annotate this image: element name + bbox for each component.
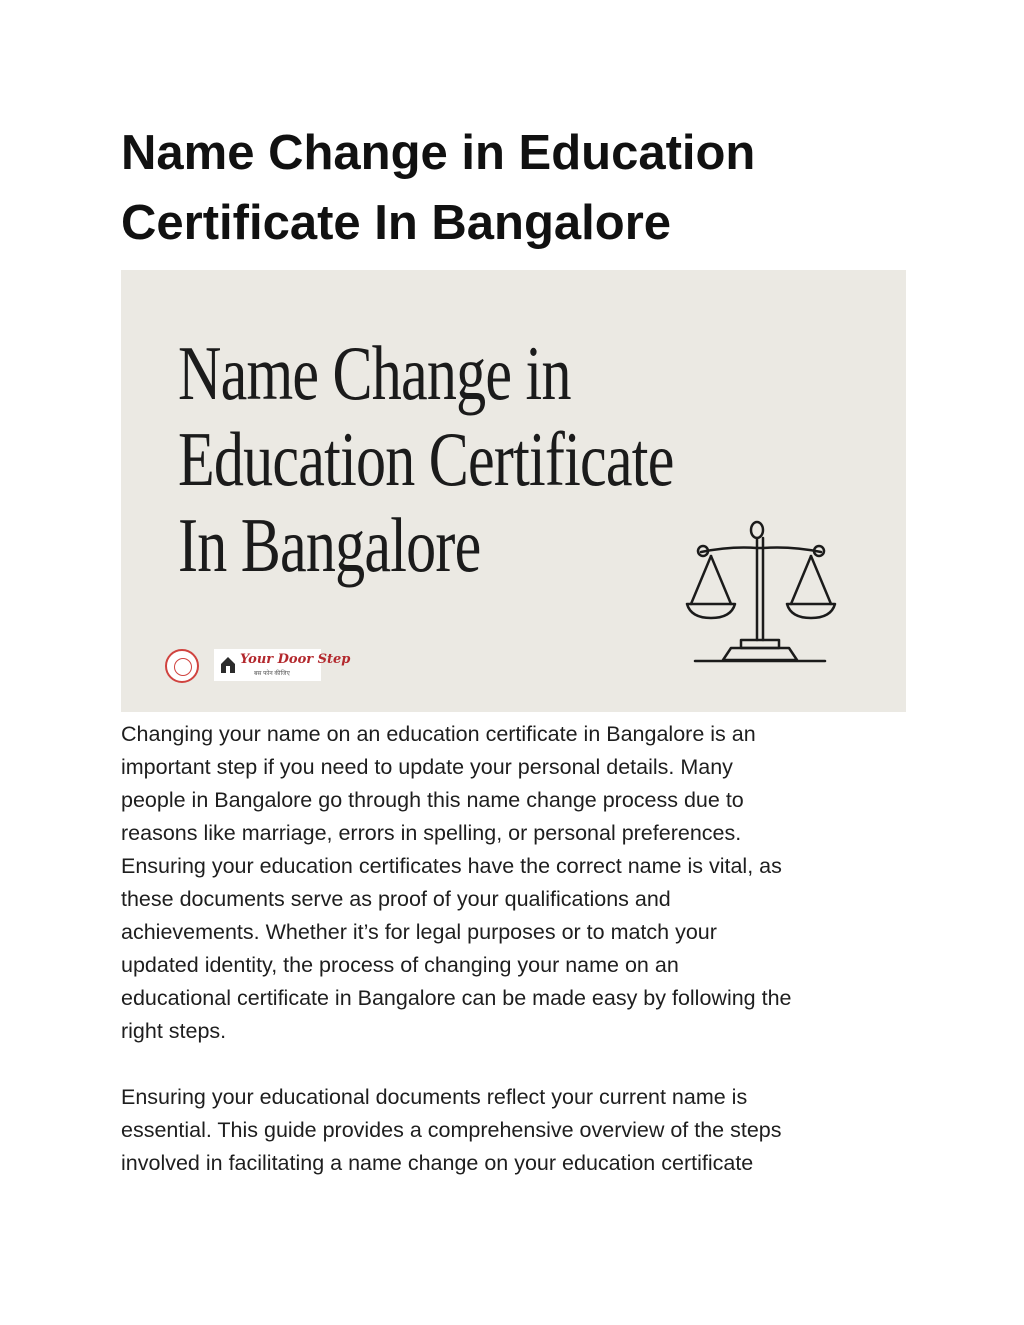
paragraph-line: right steps. [121,1019,227,1043]
banner-heading [178,330,674,588]
paragraph-line: essential. This guide provides a comprehensive overview of the steps [121,1118,782,1142]
paragraph-line: updated identity, the process of changing your name on an [121,953,679,977]
banner-image [121,270,906,712]
paragraph-line: these documents serve as proof of your qualifications and [121,887,671,911]
banner-heading-line: Name Change in [178,330,571,416]
paragraph-line: people in Bangalore go through this name change process due to [121,788,744,812]
brand-name: Your Door Step [240,652,351,667]
paragraph-line: reasons like marriage, errors in spelling, or personal preferences. [121,821,742,845]
scales-of-justice-icon [681,518,861,668]
paragraph-line: Changing your name on an education certificate in Bangalore is an [121,722,756,746]
paragraph-line: involved in facilitating a name change on your education certificate [121,1151,754,1175]
paragraph-line: educational certificate in Bangalore can be made easy by following the [121,986,792,1010]
seal-logo-icon [165,649,199,683]
paragraph-line: important step if you need to update your personal details. Many [121,755,733,779]
paragraph-line: achievements. Whether it’s for legal purposes or to match your [121,920,717,944]
guide-paragraph [121,1081,911,1180]
house-icon [220,656,236,674]
paragraph-line: Ensuring your education certificates have the correct name is vital, as [121,854,782,878]
your-door-step-logo [214,649,351,681]
banner-heading-line: Education Certificate [178,416,674,502]
page-title-line: Certificate In Bangalore [121,196,672,250]
page-title [121,118,921,258]
page-title-line: Name Change in Education [121,126,756,180]
intro-paragraph [121,718,911,1048]
paragraph-line: Ensuring your educational documents reflect your current name is [121,1085,748,1109]
banner-heading-line: In Bangalore [178,502,481,588]
brand-tagline: बस फोन कीजिए [254,671,290,677]
